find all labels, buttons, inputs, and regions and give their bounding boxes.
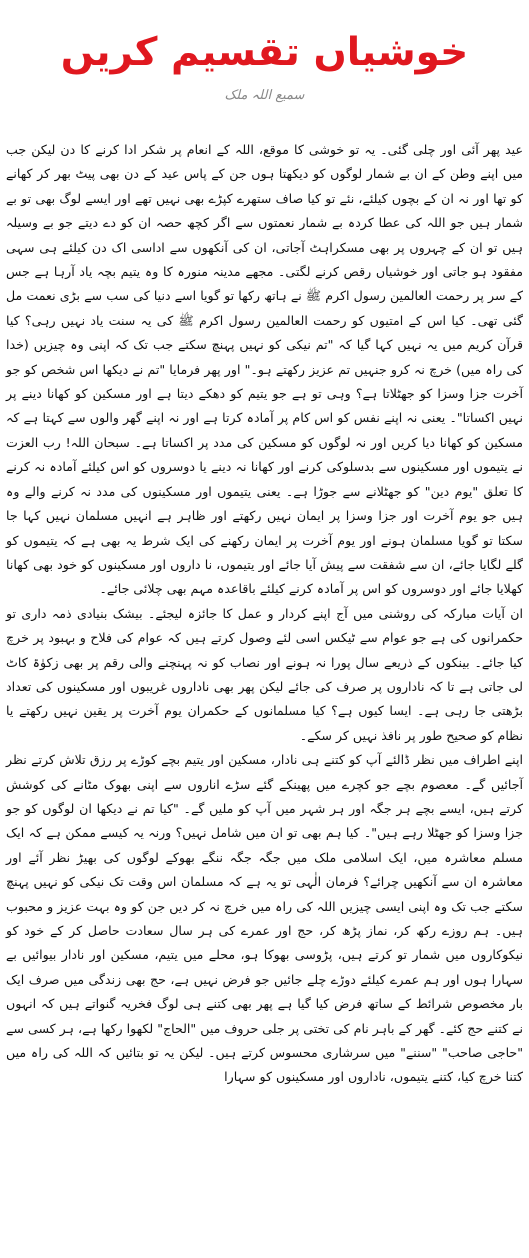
paragraph: ان آیات مبارکہ کی روشنی میں آج اپنے کردار و عمل کا جائزہ لیجئے۔ بیشک بنیادی ذمہ داری تو حکمرانوں کی ہے جو عوام سے ٹیکس اسی لئے وصول کرتے ہیں کہ عوام کی فلاح و بہبود پر خرچ کیا جائے۔ بینکوں کے ذریعے سال پورا نہ ہونے اور نصاب کو نہ پہنچنے والی رقم پر بھی زکوٰۃ کاٹ لی جاتی ہے تا کہ ناداروں پر صرف کی جائے لیکن پھر بھی ناداروں غریبوں اور مسکینوں کی تعداد بڑھتی جا رہی ہے۔ ایسا کیوں ہے؟ کیا مسلمانوں کے حکمران یوم آخرت پر یقین نہیں رکھتے یا نظام کو صحیح طور پر نافذ نہیں کر سکے۔ — [6, 605, 523, 743]
author-byline: سمیع اللہ ملک — [224, 88, 305, 103]
article-headline: خوشیاں تقسیم کریں — [60, 30, 469, 75]
paragraph: عید پھر آئی اور چلی گئی۔ یہ تو خوشی کا موقع، اللہ کے انعام پر شکر ادا کرنے کا دن لیکن جب میں اپنے وطن کے ان بے شمار لوگوں کو دیکھتا ہوں جن کے پاس عید کے دن بھی پیٹ بھر کر کھانے کو تھا اور نہ ان کے بچوں کیلئے، نئے تو کیا صاف ستھرے کپڑے بھی نہیں تھے اور ایسے لوگ بھی تو بے شمار ہیں جو اللہ کی عطا کردہ بے شمار نعمتوں سے اگر کچھ حصہ ان کو دے دیتے جو بے وسیلہ ہیں تو ان کے چہروں پر بھی مسکراہٹ آجاتی، ان کی آنکھوں سے اداسی اک دن کیلئے ہی سہی مفقود ہو جاتی اور خوشیاں رقص کرنے لگتی۔ مجھے مدینہ منورہ کا وہ یتیم بچہ یاد آرہا ہے جس کے سر پر رحمت العالمین رسول اکرم ﷺ نے ہاتھ رکھا تو گویا اسے دنیا کی سب سے بڑی نعمت مل گئی تھی۔ کیا اس کے امتیوں کو رحمت العالمین رسول اکرم ﷺ کی یہ سنت یاد نہیں رہی؟ کیا قرآن کریم میں یہ نہیں کہا گیا کہ "تم نیکی کو نہیں پہنچ سکتے جب تک کہ اپنی وہ چیزیں (خدا کی راہ میں) خرچ نہ کرو جنہیں تم عزیز رکھتے ہو۔" اور پھر فرمایا "تم نے دیکھا اس شخص کو جو آخرت جزا وسزا کو جھٹلاتا ہے؟ وہی تو ہے جو یتیم کو دھکے دیتا ہے اور مسکین کو کھانا دینے پر نہیں اکساتا"۔ یعنی نہ اپنے نفس کو اس کام پر آمادہ کرتا ہے اور نہ اپنے گھر والوں سے کہتا ہے کہ مسکین کو کھانا دیا کریں اور نہ لوگوں کو مسکین کی مدد پر اکساتا ہے۔ سبحان اللہ! رب العزت نے یتیموں اور مسکینوں سے بدسلوکی کرنے اور کھانا نہ دینے یا دوسروں کو اس کیلئے آمادہ نہ کرنے کا تعلق "یوم دین" کو جھٹلانے سے جوڑا ہے۔ یعنی یتیموں اور مسکینوں کی مدد نہ کرنے والے وہ ہیں جو یوم آخرت اور جزا وسزا پر ایمان نہیں رکھتے اور ظاہر ہے انہیں مسلمان نہیں کہا جا سکتا تو گویا مسلمان ہونے اور یوم آخرت پر ایمان رکھنے کی ایک شرط یہ بھی ہے کہ یتیموں کو گلے لگایا جائے، ان سے شفقت سے پیش آیا جائے اور یتیموں، نا داروں اور مسکینوں کو خود بھی کھانا کھلایا جائے اور دوسروں کو اس پر آمادہ کرنے کیلئے باقاعدہ مہم بھی چلائی جائے۔ — [6, 142, 523, 597]
article-body — [6, 138, 523, 1090]
paragraph: اپنے اطراف میں نظر ڈالئے آپ کو کتنے ہی نادار، مسکین اور یتیم بچے کوڑے پر رزق تلاش کرتے نظر آجائیں گے۔ معصوم بچے جو کچرے میں پھینکے گئے سڑے اناروں سے اپنی بھوک مٹانے کی کوشش کرتے ہیں، ایسے بچے ہر جگہ اور ہر شہر میں آپ کو ملیں گے۔ "کیا تم نے دیکھا ان لوگوں کو جو جزا وسزا کو جھٹلا رہے ہیں"۔ کیا ہم بھی تو ان میں شامل نہیں؟ ورنہ یہ کیسے ممکن ہے کہ ایک مسلم معاشرہ میں، ایک اسلامی ملک میں جگہ جگہ ننگے بھوکے لوگوں کی بھیڑ نظر آئے اور معاشرہ ان سے آنکھیں چرائے؟ فرمان الٰہی تو یہ ہے کہ مسلمان اس وقت تک نیکی کو نہیں پہنچ سکتے جب تک وہ اپنی ایسی چیزیں اللہ کی راہ میں خرچ نہ کر دیں جن کو وہ بہت عزیز و محبوب ہیں۔ ہم روزے رکھ کر، نماز پڑھ کر، حج اور عمرے کی ہر سال سعادت حاصل کر کے خود کو نیکوکاروں میں شمار تو کرتے ہیں، پڑوسی بھوکا ہو، محلے میں یتیم، مسکین اور نادار بیوائیں بے سہارا ہوں اور ہم عمرے کیلئے دوڑے چلے جائیں جو فرض نہیں ہے، حج بھی زندگی میں صرف ایک بار مخصوص شرائط کے ساتھ فرض کیا گیا ہے پھر بھی کتنے ہی لوگ فخریہ گنواتے ہیں کہ انہوں نے کتنے حج کئے۔ گھر کے باہر نام کی تختی پر جلی حروف میں "الحاج" لکھوا رکھا ہے، ہر کسی سے "حاجی صاحب" "سننے" میں سرشاری محسوس کرتے ہیں۔ لیکن یہ تو بتائیں کہ اللہ کی راہ میں کتنا خرچ کیا، کتنے یتیموں، ناداروں اور مسکینوں کو سہارا — [6, 752, 523, 1085]
